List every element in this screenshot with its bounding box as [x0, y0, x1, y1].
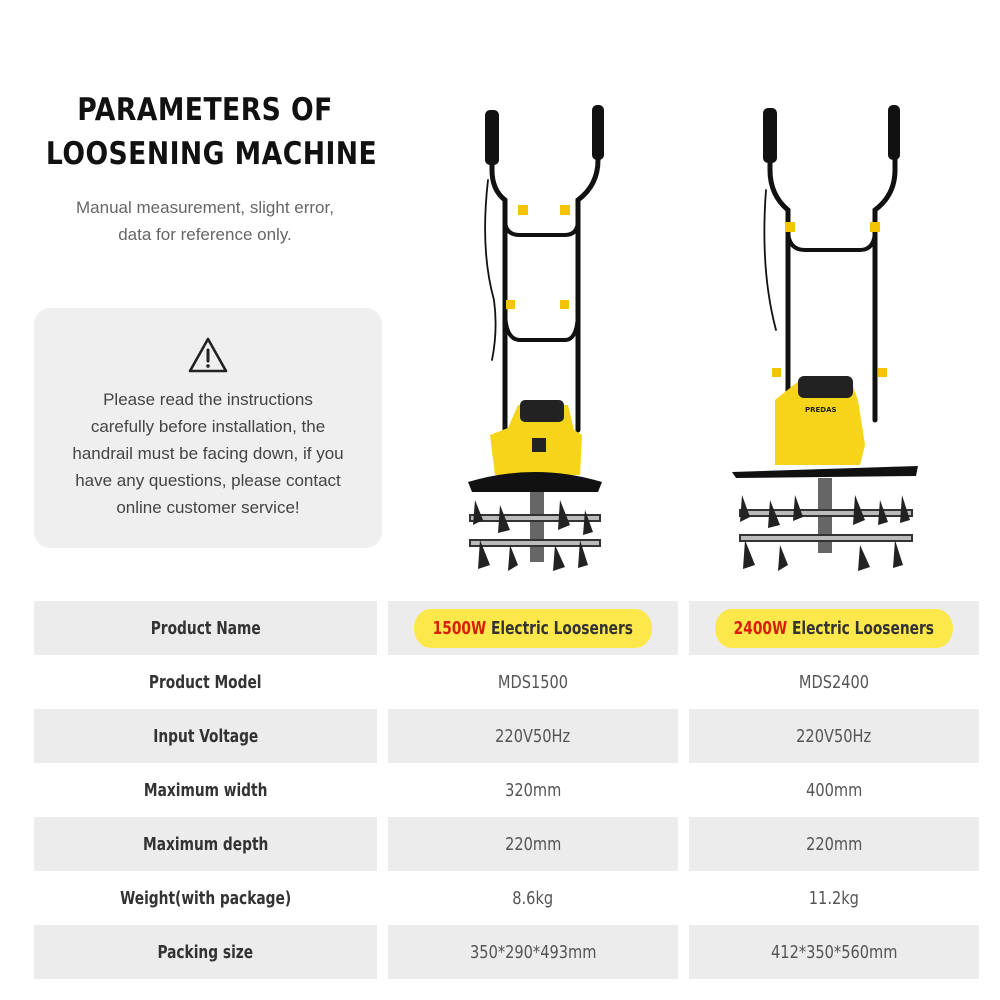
table-row	[34, 871, 979, 925]
disclaimer-line-1: Manual measurement, slight error,	[76, 198, 334, 217]
value-2400w: 412*350*560mm	[689, 925, 979, 979]
table-row-header	[34, 601, 979, 655]
table-row	[34, 655, 979, 709]
notice-text	[54, 386, 362, 521]
disclaimer-line-2: data for reference only.	[118, 225, 292, 244]
title-line-2: LOOSENING MACHINE	[45, 136, 378, 172]
product-image-2400w	[730, 100, 920, 580]
table-row	[34, 817, 979, 871]
value-1500w: 350*290*493mm	[388, 925, 678, 979]
value-1500w: MDS1500	[497, 671, 569, 693]
value-1500w: 8.6kg	[512, 887, 554, 909]
disclaimer-text	[30, 194, 380, 248]
brand-label: PREDAS	[805, 406, 837, 414]
notice-line: handrail must be facing down, if you	[72, 444, 344, 463]
value-1500w: 220mm	[388, 817, 678, 871]
value-1500w: 220V50Hz	[388, 709, 678, 763]
product-name-1500w	[388, 601, 678, 655]
product-image-1500w	[460, 100, 610, 580]
spec-table	[34, 601, 979, 979]
installation-notice	[34, 308, 382, 548]
page-title	[45, 88, 378, 176]
highlight-badge: 2400W Electric Looseners	[715, 609, 953, 648]
row-label: Input Voltage	[34, 709, 377, 763]
value-1500w: 320mm	[504, 779, 562, 801]
value-2400w: MDS2400	[798, 671, 870, 693]
row-label: Maximum depth	[34, 817, 377, 871]
table-row	[34, 763, 979, 817]
notice-line: carefully before installation, the	[90, 417, 326, 436]
row-label: Weight(with package)	[119, 887, 292, 909]
row-label: Maximum width	[143, 779, 268, 801]
row-label: Product Name	[34, 601, 377, 655]
value-2400w: 11.2kg	[808, 887, 860, 909]
value-2400w: 220mm	[689, 817, 979, 871]
title-line-1: PARAMETERS OF	[77, 92, 333, 128]
notice-line: have any questions, please contact	[75, 471, 341, 490]
warning-triangle-icon	[187, 336, 229, 374]
row-label: Product Model	[149, 671, 262, 693]
value-2400w: 220V50Hz	[689, 709, 979, 763]
notice-line: Please read the instructions	[103, 390, 313, 409]
table-row	[34, 709, 979, 763]
row-label: Packing size	[34, 925, 377, 979]
table-row	[34, 925, 979, 979]
highlight-badge: 1500W Electric Looseners	[414, 609, 652, 648]
product-name-2400w	[689, 601, 979, 655]
notice-line: online customer service!	[116, 498, 300, 517]
value-2400w: 400mm	[805, 779, 863, 801]
